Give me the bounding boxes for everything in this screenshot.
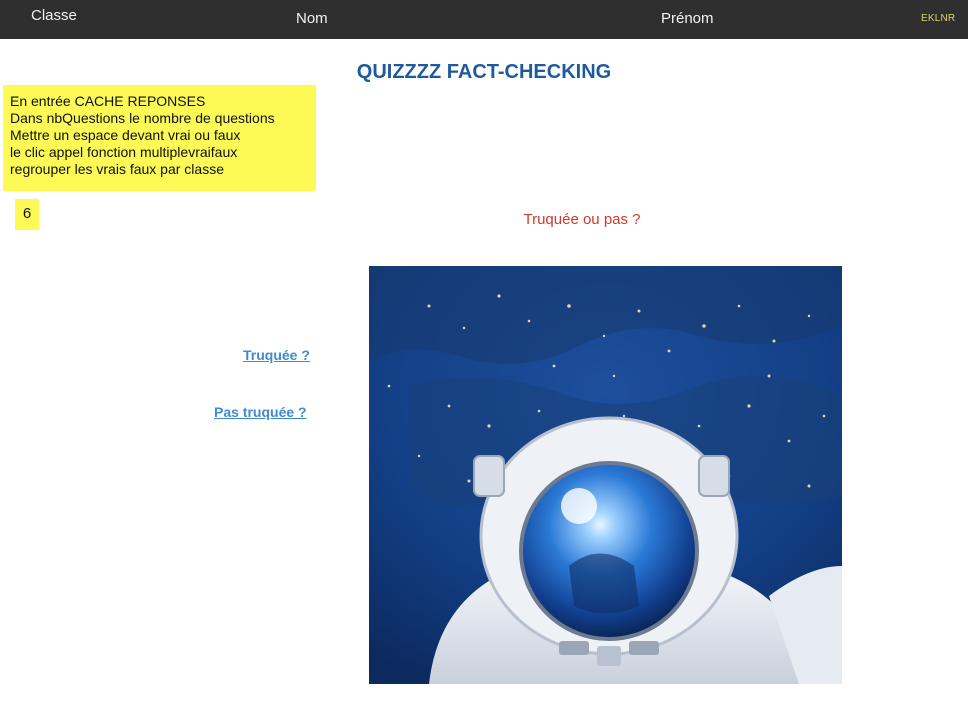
header-code: EKLNR: [921, 13, 956, 24]
nom-label: Nom: [296, 10, 328, 27]
instructions-note: [3, 85, 316, 191]
question-text: Truquée ou pas ?: [523, 211, 641, 228]
answer-pas-truquee-link[interactable]: Pas truquée ?: [214, 404, 307, 420]
answer-truquee-link[interactable]: Truquée ?: [243, 347, 310, 363]
header-bar: [0, 0, 968, 39]
note-line: regrouper les vrais faux par classe: [10, 161, 224, 177]
note-line: Mettre un espace devant vrai ou faux: [10, 127, 241, 143]
classe-label: Classe: [31, 7, 77, 24]
page-title: QUIZZZZ FACT-CHECKING: [356, 61, 612, 83]
quiz-photo: [369, 266, 842, 684]
note-line: Dans nbQuestions le nombre de questions: [10, 110, 275, 126]
note-line: En entrée CACHE REPONSES: [10, 93, 206, 109]
nb-questions-box: 6: [15, 199, 39, 230]
note-line: le clic appel fonction multiplevraifaux: [10, 144, 238, 160]
prenom-label: Prénom: [661, 10, 714, 27]
